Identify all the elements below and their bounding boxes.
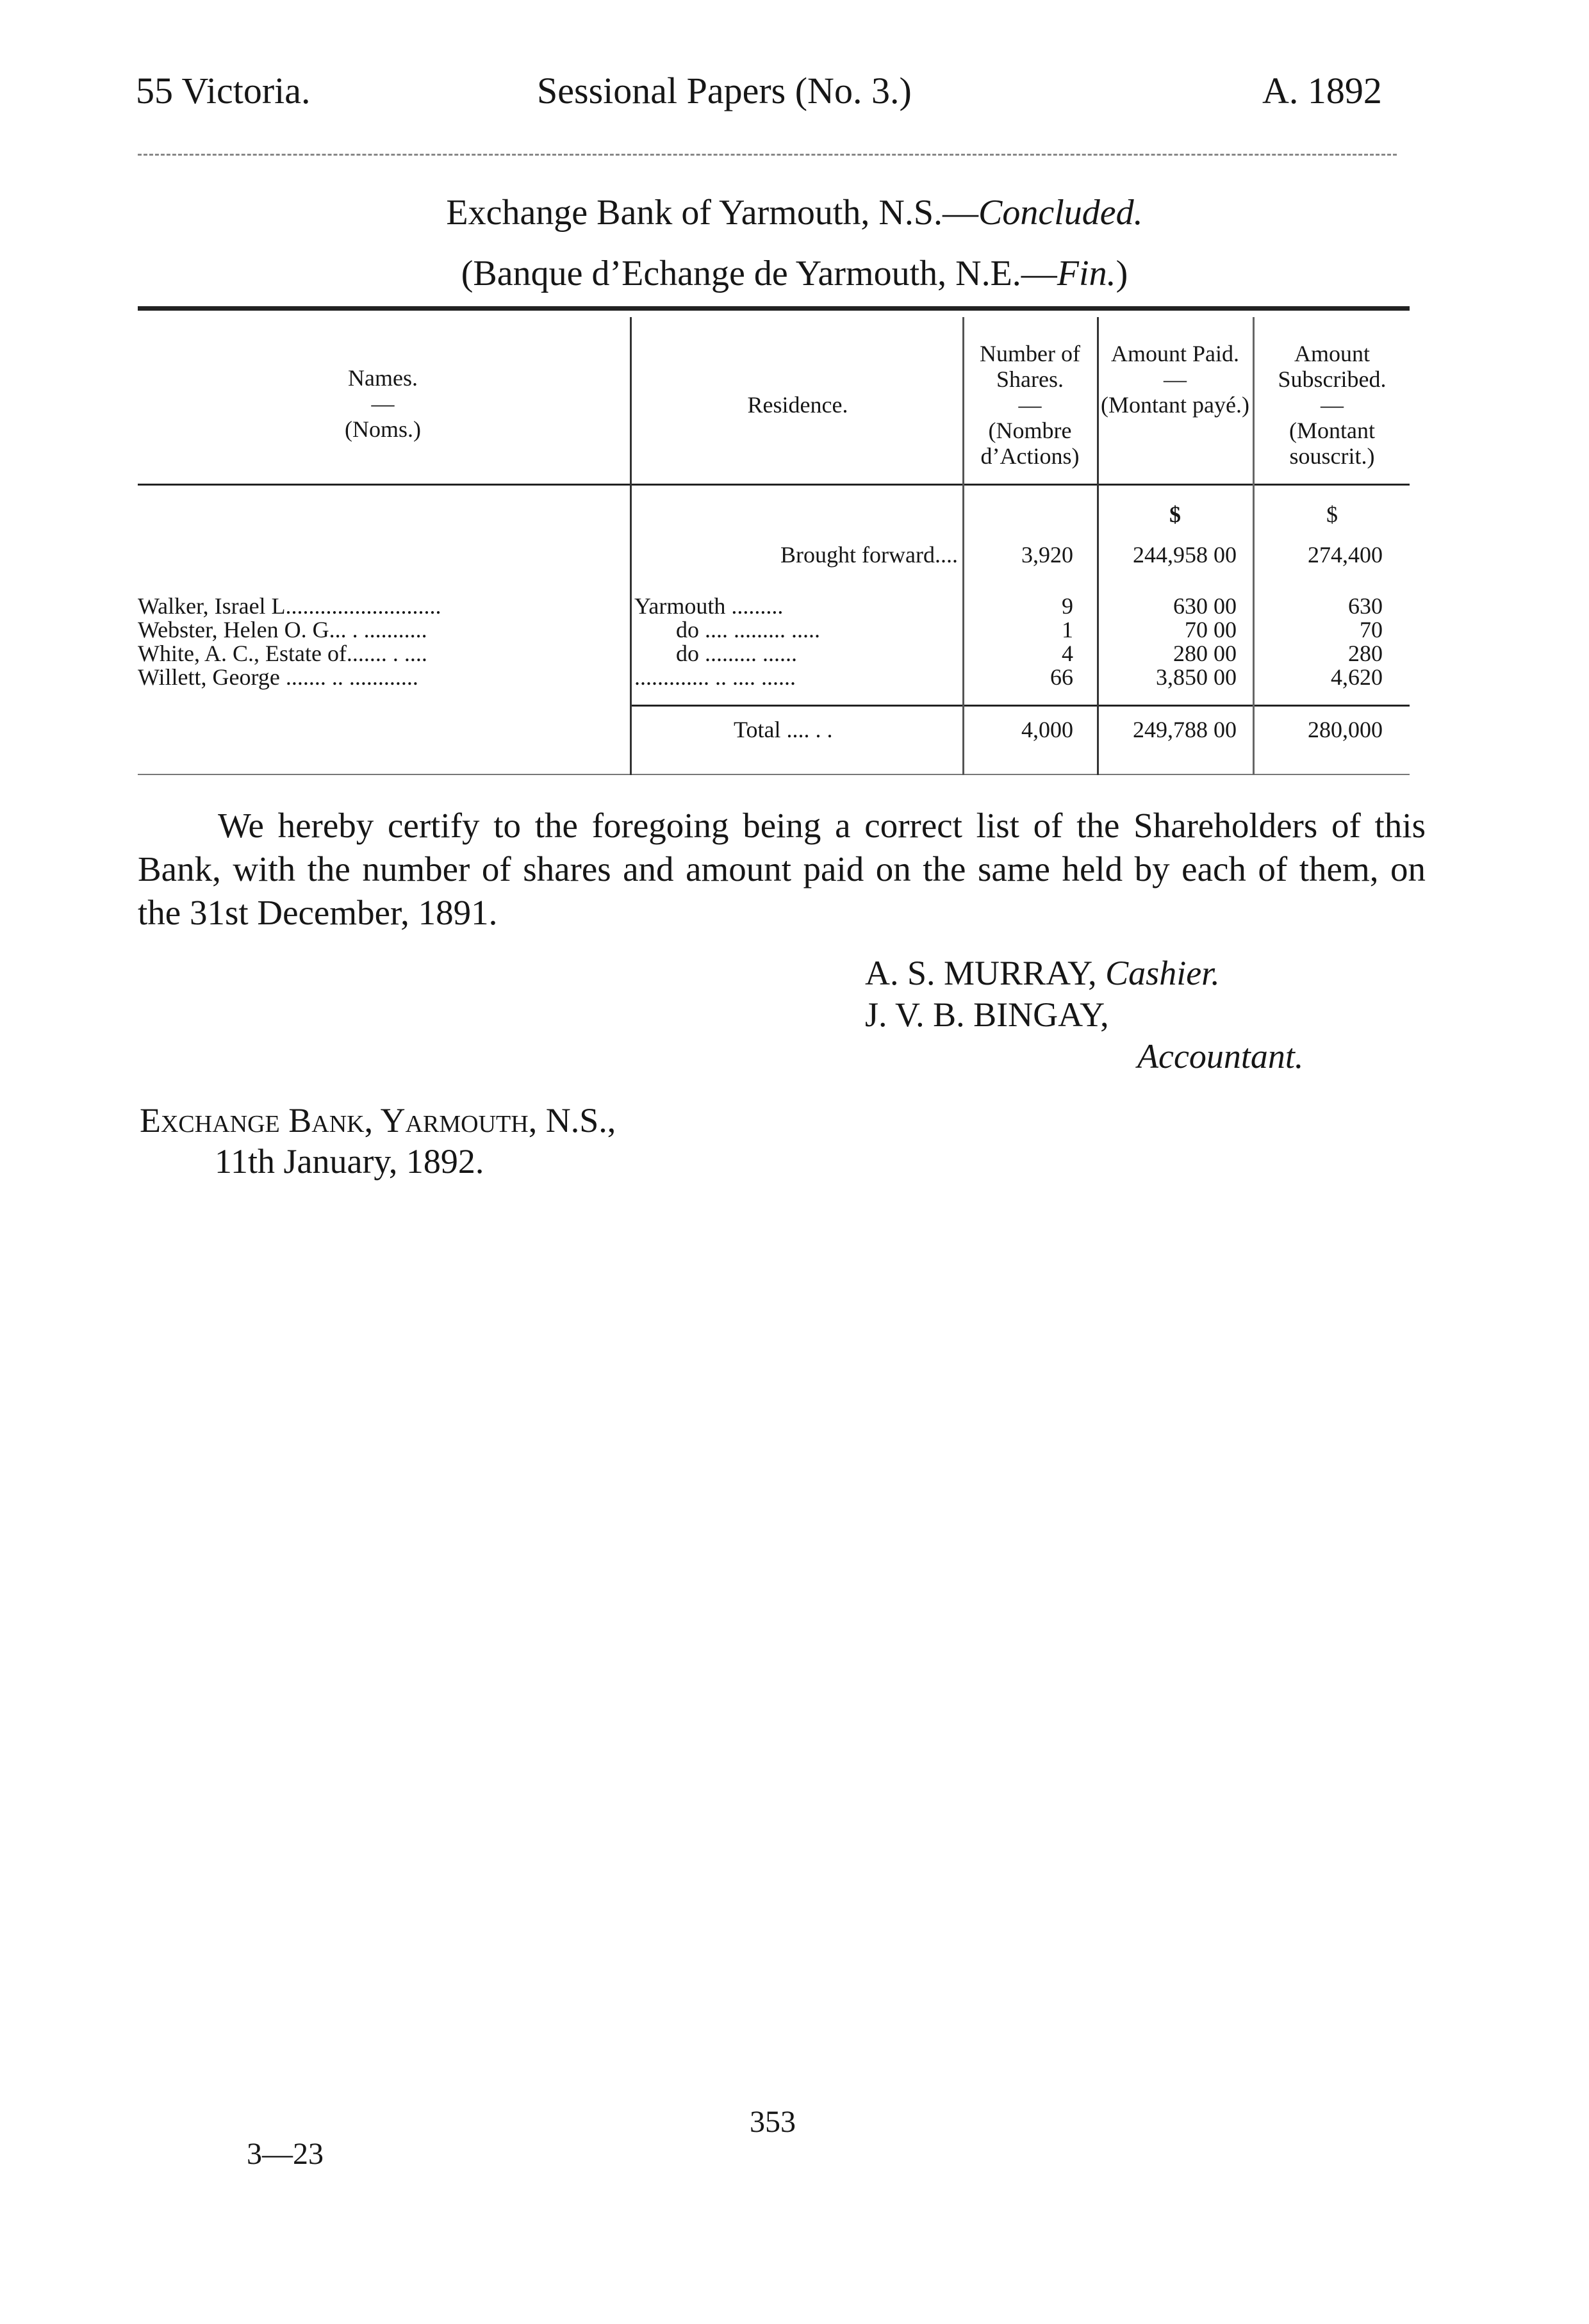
row-paid: 280 00	[1173, 641, 1237, 666]
row-subscribed: 630	[1348, 593, 1383, 619]
row-name: White, A. C., Estate of....... . ....	[138, 641, 427, 666]
paid-dash: —	[1164, 366, 1187, 392]
header-center: Sessional Papers (No. 3.)	[537, 70, 912, 111]
row-subscribed: 70	[1360, 617, 1383, 642]
subscribed-en: Amount Subscribed.	[1278, 341, 1387, 392]
row-subscribed: 280	[1348, 641, 1383, 666]
subscribed-fr: (Montant souscrit.)	[1289, 418, 1375, 469]
signature-1-name: A. S. MURRAY,	[865, 954, 1097, 992]
total-paid: 249,788 00	[1133, 717, 1237, 742]
col-header-names	[138, 365, 628, 442]
row-residence: Yarmouth .........	[634, 593, 784, 619]
brought-forward-label: Brought forward....	[780, 542, 958, 568]
names-fr: (Noms.)	[345, 416, 421, 442]
names-dash: —	[371, 391, 395, 416]
row-paid: 3,850 00	[1156, 664, 1237, 690]
brought-forward-subscribed: 274,400	[1308, 542, 1383, 568]
col-header-shares	[964, 341, 1096, 469]
row-name: Willett, George ....... .. ............	[138, 664, 418, 690]
table-top-rule	[138, 306, 1410, 311]
signature-1-title: Cashier.	[1105, 954, 1220, 992]
row-paid: 630 00	[1173, 593, 1237, 619]
date-line: 11th January, 1892.	[215, 1142, 484, 1181]
signature-2-name: J. V. B. BINGAY,	[865, 995, 1109, 1034]
row-shares: 66	[1050, 664, 1073, 690]
row-residence: do .... ......... .....	[676, 617, 820, 642]
brought-forward-paid: 244,958 00	[1133, 542, 1237, 568]
title-line2-italic: Fin.	[1057, 254, 1116, 293]
header-right: A. 1892	[1262, 70, 1382, 111]
row-residence: ............. .. .... ......	[634, 664, 796, 690]
header-rule	[138, 154, 1397, 156]
paid-en: Amount Paid.	[1110, 341, 1239, 366]
row-name: Walker, Israel L...........................	[138, 593, 441, 619]
row-shares: 9	[1062, 593, 1073, 619]
row-subscribed: 4,620	[1331, 664, 1383, 690]
sheet-signature: 3—23	[247, 2137, 324, 2171]
table-subtitle	[0, 253, 1589, 294]
signature-2-title	[1137, 1036, 1303, 1076]
certification-text: We hereby certify to the foregoing being a correct list of the Shareholders of this Bank, with the number of shares and amount paid on the same held by each of them, on the 31st December, 1891.	[138, 806, 1426, 932]
shares-dash: —	[1018, 392, 1042, 418]
total-rule	[631, 705, 1410, 707]
row-residence: do ......... ......	[676, 641, 797, 666]
col-rule-1	[630, 317, 632, 775]
table-title	[0, 192, 1589, 233]
place-line: Exchange Bank, Yarmouth, N.S.,	[140, 1101, 616, 1140]
title-line1: Exchange Bank of Yarmouth, N.S.—	[446, 193, 978, 233]
signature-2-title-text: Accountant.	[1137, 1037, 1304, 1076]
subscribed-dash: —	[1321, 392, 1344, 418]
currency-paid: $	[1169, 502, 1181, 527]
title-line2: (Banque d’Echange de Yarmouth, N.E.—	[461, 254, 1057, 293]
brought-forward-shares: 3,920	[1021, 542, 1073, 568]
currency-subscribed: $	[1326, 502, 1338, 527]
title-line1-italic: Concluded.	[978, 193, 1143, 233]
shares-en: Number of Shares.	[980, 341, 1080, 392]
col-header-subscribed	[1255, 341, 1410, 469]
col-header-paid	[1099, 341, 1251, 418]
table-bottom-rule	[138, 774, 1410, 775]
signature-1	[865, 953, 1220, 993]
row-shares: 1	[1062, 617, 1073, 642]
names-en: Names.	[348, 365, 418, 391]
total-label: Total .... . .	[734, 717, 833, 742]
page-number: 353	[750, 2105, 796, 2139]
paid-fr: (Montant payé.)	[1101, 392, 1249, 418]
table-header-rule	[138, 484, 1410, 486]
shares-fr: (Nombre d’Actions)	[980, 418, 1080, 469]
title-line2-close: )	[1116, 254, 1128, 293]
row-paid: 70 00	[1185, 617, 1237, 642]
row-shares: 4	[1062, 641, 1073, 666]
total-shares: 4,000	[1021, 717, 1073, 742]
total-subscribed: 280,000	[1308, 717, 1383, 742]
row-name: Webster, Helen O. G... . ...........	[138, 617, 427, 642]
header-left: 55 Victoria.	[136, 70, 311, 111]
col-header-residence: Residence.	[747, 392, 848, 418]
